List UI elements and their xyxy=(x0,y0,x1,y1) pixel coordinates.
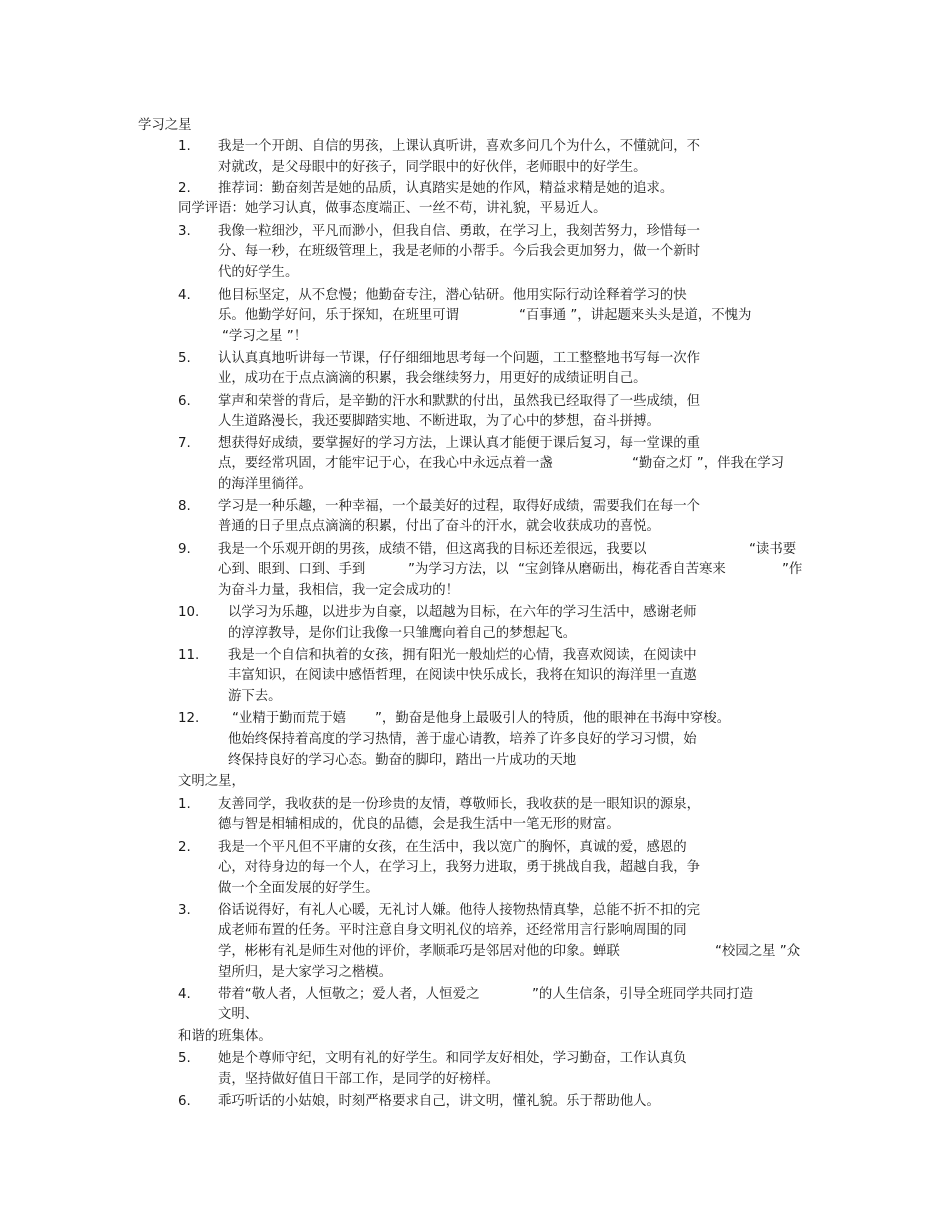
text-line-s3-l3: 代的好学生。 xyxy=(218,265,299,280)
text-line-s6-l1: 掌声和荣誉的背后，是辛勤的汗水和默默的付出，虽然我已经取得了一些成绩，但 xyxy=(218,394,701,409)
text-line-s4-num: 4. xyxy=(178,288,191,303)
text-line-s4-l2a: 乐。他勤学好问，乐于探知，在班里可谓 xyxy=(218,308,460,323)
text-line-c4-l2: 文明、 xyxy=(218,1007,259,1022)
text-line-s8-num: 8. xyxy=(178,499,191,514)
text-line-s4-l3: “学习之星 ”！ xyxy=(222,329,308,344)
text-line-s6-l2: 人生道路漫长，我还要脚踏实地、不断进取，为了心中的梦想，奋斗拼搏。 xyxy=(218,414,660,429)
text-line-c3-l3b: “校园之星 ”众 xyxy=(715,944,801,959)
text-line-s10-l1: 以学习为乐趣，以进步为自豪，以超越为目标，在六年的学习生活中，感谢老师 xyxy=(228,605,697,620)
text-line-c2-num: 2. xyxy=(178,840,191,855)
text-line-s2-note: 同学评语：她学习认真，做事态度端正、一丝不苟，讲礼貌，平易近人。 xyxy=(178,201,607,216)
text-line-s7-l2a: 点，要经常巩固，才能牢记于心，在我心中永远点着一盏 xyxy=(218,456,553,471)
text-line-c3-l2: 成老师布置的任务。平时注意自身文明礼仪的培养，还经常用言行影响周围的同 xyxy=(218,923,687,938)
text-line-c1-l2: 德与智是相辅相成的，优良的品德，会是我生活中一笔无形的财富。 xyxy=(218,817,620,832)
text-line-c5-l1: 她是个尊师守纪，文明有礼的好学生。和同学友好相处，学习勤奋，工作认真负 xyxy=(218,1051,687,1066)
text-line-c4-l1b: ”的人生信条，引导全班同学共同打造 xyxy=(532,987,754,1002)
text-line-c5-num: 5. xyxy=(178,1051,191,1066)
text-line-s5-num: 5. xyxy=(178,351,191,366)
text-line-s5-l1: 认认真真地听讲每一节课，仔仔细细地思考每一个问题，工工整整地书写每一次作 xyxy=(218,351,701,366)
text-line-c3-num: 3. xyxy=(178,903,191,918)
text-line-s11-num: 11. xyxy=(178,648,200,663)
text-line-s12-l2: 他始终保持着高度的学习热情，善于虚心请教，培养了许多良好的学习习惯，始 xyxy=(228,732,697,747)
text-line-s12-num: 12. xyxy=(178,711,200,726)
text-line-s9-num: 9. xyxy=(178,542,191,557)
text-line-s8-l2: 普通的日子里点点滴滴的积累，付出了奋斗的汗水，就会收获成功的喜悦。 xyxy=(218,519,660,534)
text-line-c3-l3a: 学，彬彬有礼是师生对他的评价，孝顺乖巧是邻居对他的印象。蝉联 xyxy=(218,944,620,959)
text-line-s12-l1b: ”，勤奋是他身上最吸引人的特质，他的眼神在书海中穿梭。 xyxy=(375,711,731,726)
text-line-s12-l1a: “业精于勤而荒于嬉 xyxy=(232,711,347,726)
text-line-s8-l1: 学习是一种乐趣，一种幸福，一个最美好的过程，取得好成绩，需要我们在每一个 xyxy=(218,499,701,514)
text-line-s4-l2b: “百事通 ”，讲起题来头头是道，不愧为 xyxy=(519,308,752,323)
text-line-s9-l3: 为奋斗力量，我相信，我一定会成功的！ xyxy=(218,583,460,598)
text-line-s11-l2: 丰富知识，在阅读中感悟哲理，在阅读中快乐成长，我将在知识的海洋里一直遨 xyxy=(228,668,697,683)
text-line-s1-num: 1. xyxy=(178,139,191,154)
text-line-s1-l1: 我是一个开朗、自信的男孩，上课认真听讲，喜欢多问几个为什么，不懂就问，不 xyxy=(218,139,701,154)
text-line-s10-l2: 的淳淳教导，是你们让我像一只雏鹰向着自己的梦想起飞。 xyxy=(228,626,577,641)
text-line-s6-num: 6. xyxy=(178,394,191,409)
text-line-s9-l1b: “读书要 xyxy=(749,542,797,557)
text-line-s7-l3: 的海洋里徜徉。 xyxy=(218,477,312,492)
text-line-s11-l3: 游下去。 xyxy=(228,689,282,704)
text-line-c4-l3: 和谐的班集体。 xyxy=(178,1029,272,1044)
text-line-s2-l1: 推荐词：勤奋刻苦是她的品质，认真踏实是她的作风，精益求精是她的追求。 xyxy=(218,181,674,196)
text-line-s4-l1: 他目标坚定，从不怠慢；他勤奋专注，潜心钻研。他用实际行动诠释着学习的快 xyxy=(218,288,687,303)
text-line-c5-l2: 责，坚持做好值日干部工作，是同学的好榜样。 xyxy=(218,1072,500,1087)
text-line-s7-l2b: “勤奋之灯 ”，伴我在学习 xyxy=(632,456,785,471)
text-line-s9-l2b: ”为学习方法，以 xyxy=(408,562,509,577)
text-line-c1-l1: 友善同学，我收获的是一份珍贵的友情，尊敬师长，我收获的是一眼知识的源泉， xyxy=(218,797,701,812)
text-line-c2-l2: 心，对待身边的每一个人，在学习上，我努力进取，勇于挑战自我，超越自我，争 xyxy=(218,860,701,875)
text-line-c2-l3: 做一个全面发展的好学生。 xyxy=(218,881,379,896)
text-line-s9-l2d: ”作 xyxy=(782,562,803,577)
text-line-s10-num: 10. xyxy=(178,605,200,620)
text-line-s7-l1: 想获得好成绩，要掌握好的学习方法，上课认真才能便于课后复习，每一堂课的重 xyxy=(218,436,701,451)
text-line-s11-l1: 我是一个自信和执着的女孩，拥有阳光一般灿烂的心情，我喜欢阅读，在阅读中 xyxy=(228,648,697,663)
text-line-c3-l1: 俗话说得好，有礼人心暖，无礼讨人嫌。他待人接物热情真挚，总能不折不扣的完 xyxy=(218,903,701,918)
text-line-c3-l4: 望所归，是大家学习之楷模。 xyxy=(218,965,393,980)
text-line-s9-l1a: 我是一个乐观开朗的男孩，成绩不错，但这离我的目标还差很远，我要以 xyxy=(218,542,647,557)
text-line-s3-num: 3. xyxy=(178,224,191,239)
text-line-s12-l3: 终保持良好的学习心态。勤奋的脚印，踏出一片成功的天地 xyxy=(228,753,577,768)
text-line-s9-l2c: “宝剑锋从磨砺出，梅花香自苦寒来 xyxy=(518,562,726,577)
text-line-c2-l1: 我是一个平凡但不平庸的女孩，在生活中，我以宽广的胸怀，真诚的爱，感恩的 xyxy=(218,840,687,855)
text-line-heading-civility-star: 文明之星， xyxy=(178,774,245,789)
text-line-c6-l1: 乖巧听话的小姑娘，时刻严格要求自己，讲文明，懂礼貌。乐于帮助他人。 xyxy=(218,1094,660,1109)
text-line-s2-num: 2. xyxy=(178,181,191,196)
text-line-c1-num: 1. xyxy=(178,797,191,812)
text-line-c6-num: 6. xyxy=(178,1094,191,1109)
text-line-heading-study-star: 学习之星 xyxy=(138,118,192,133)
text-line-c4-num: 4. xyxy=(178,987,191,1002)
text-line-s3-l2: 分、每一秒，在班级管理上，我是老师的小帮手。今后我会更加努力，做一个新时 xyxy=(218,244,701,259)
text-line-s5-l2: 业，成功在于点点滴滴的积累，我会继续努力，用更好的成绩证明自己。 xyxy=(218,371,647,386)
text-line-c4-l1a: 带着“敬人者，人恒敬之；爱人者，人恒爱之 xyxy=(218,987,480,1002)
text-line-s9-l2a: 心到、眼到、口到、手到 xyxy=(218,562,366,577)
text-line-s1-l2: 对就改，是父母眼中的好孩子，同学眼中的好伙伴，老师眼中的好学生。 xyxy=(218,160,647,175)
text-line-s7-num: 7. xyxy=(178,436,191,451)
text-line-s3-l1: 我像一粒细沙，平凡而渺小，但我自信、勇敢，在学习上，我刻苦努力，珍惜每一 xyxy=(218,224,701,239)
